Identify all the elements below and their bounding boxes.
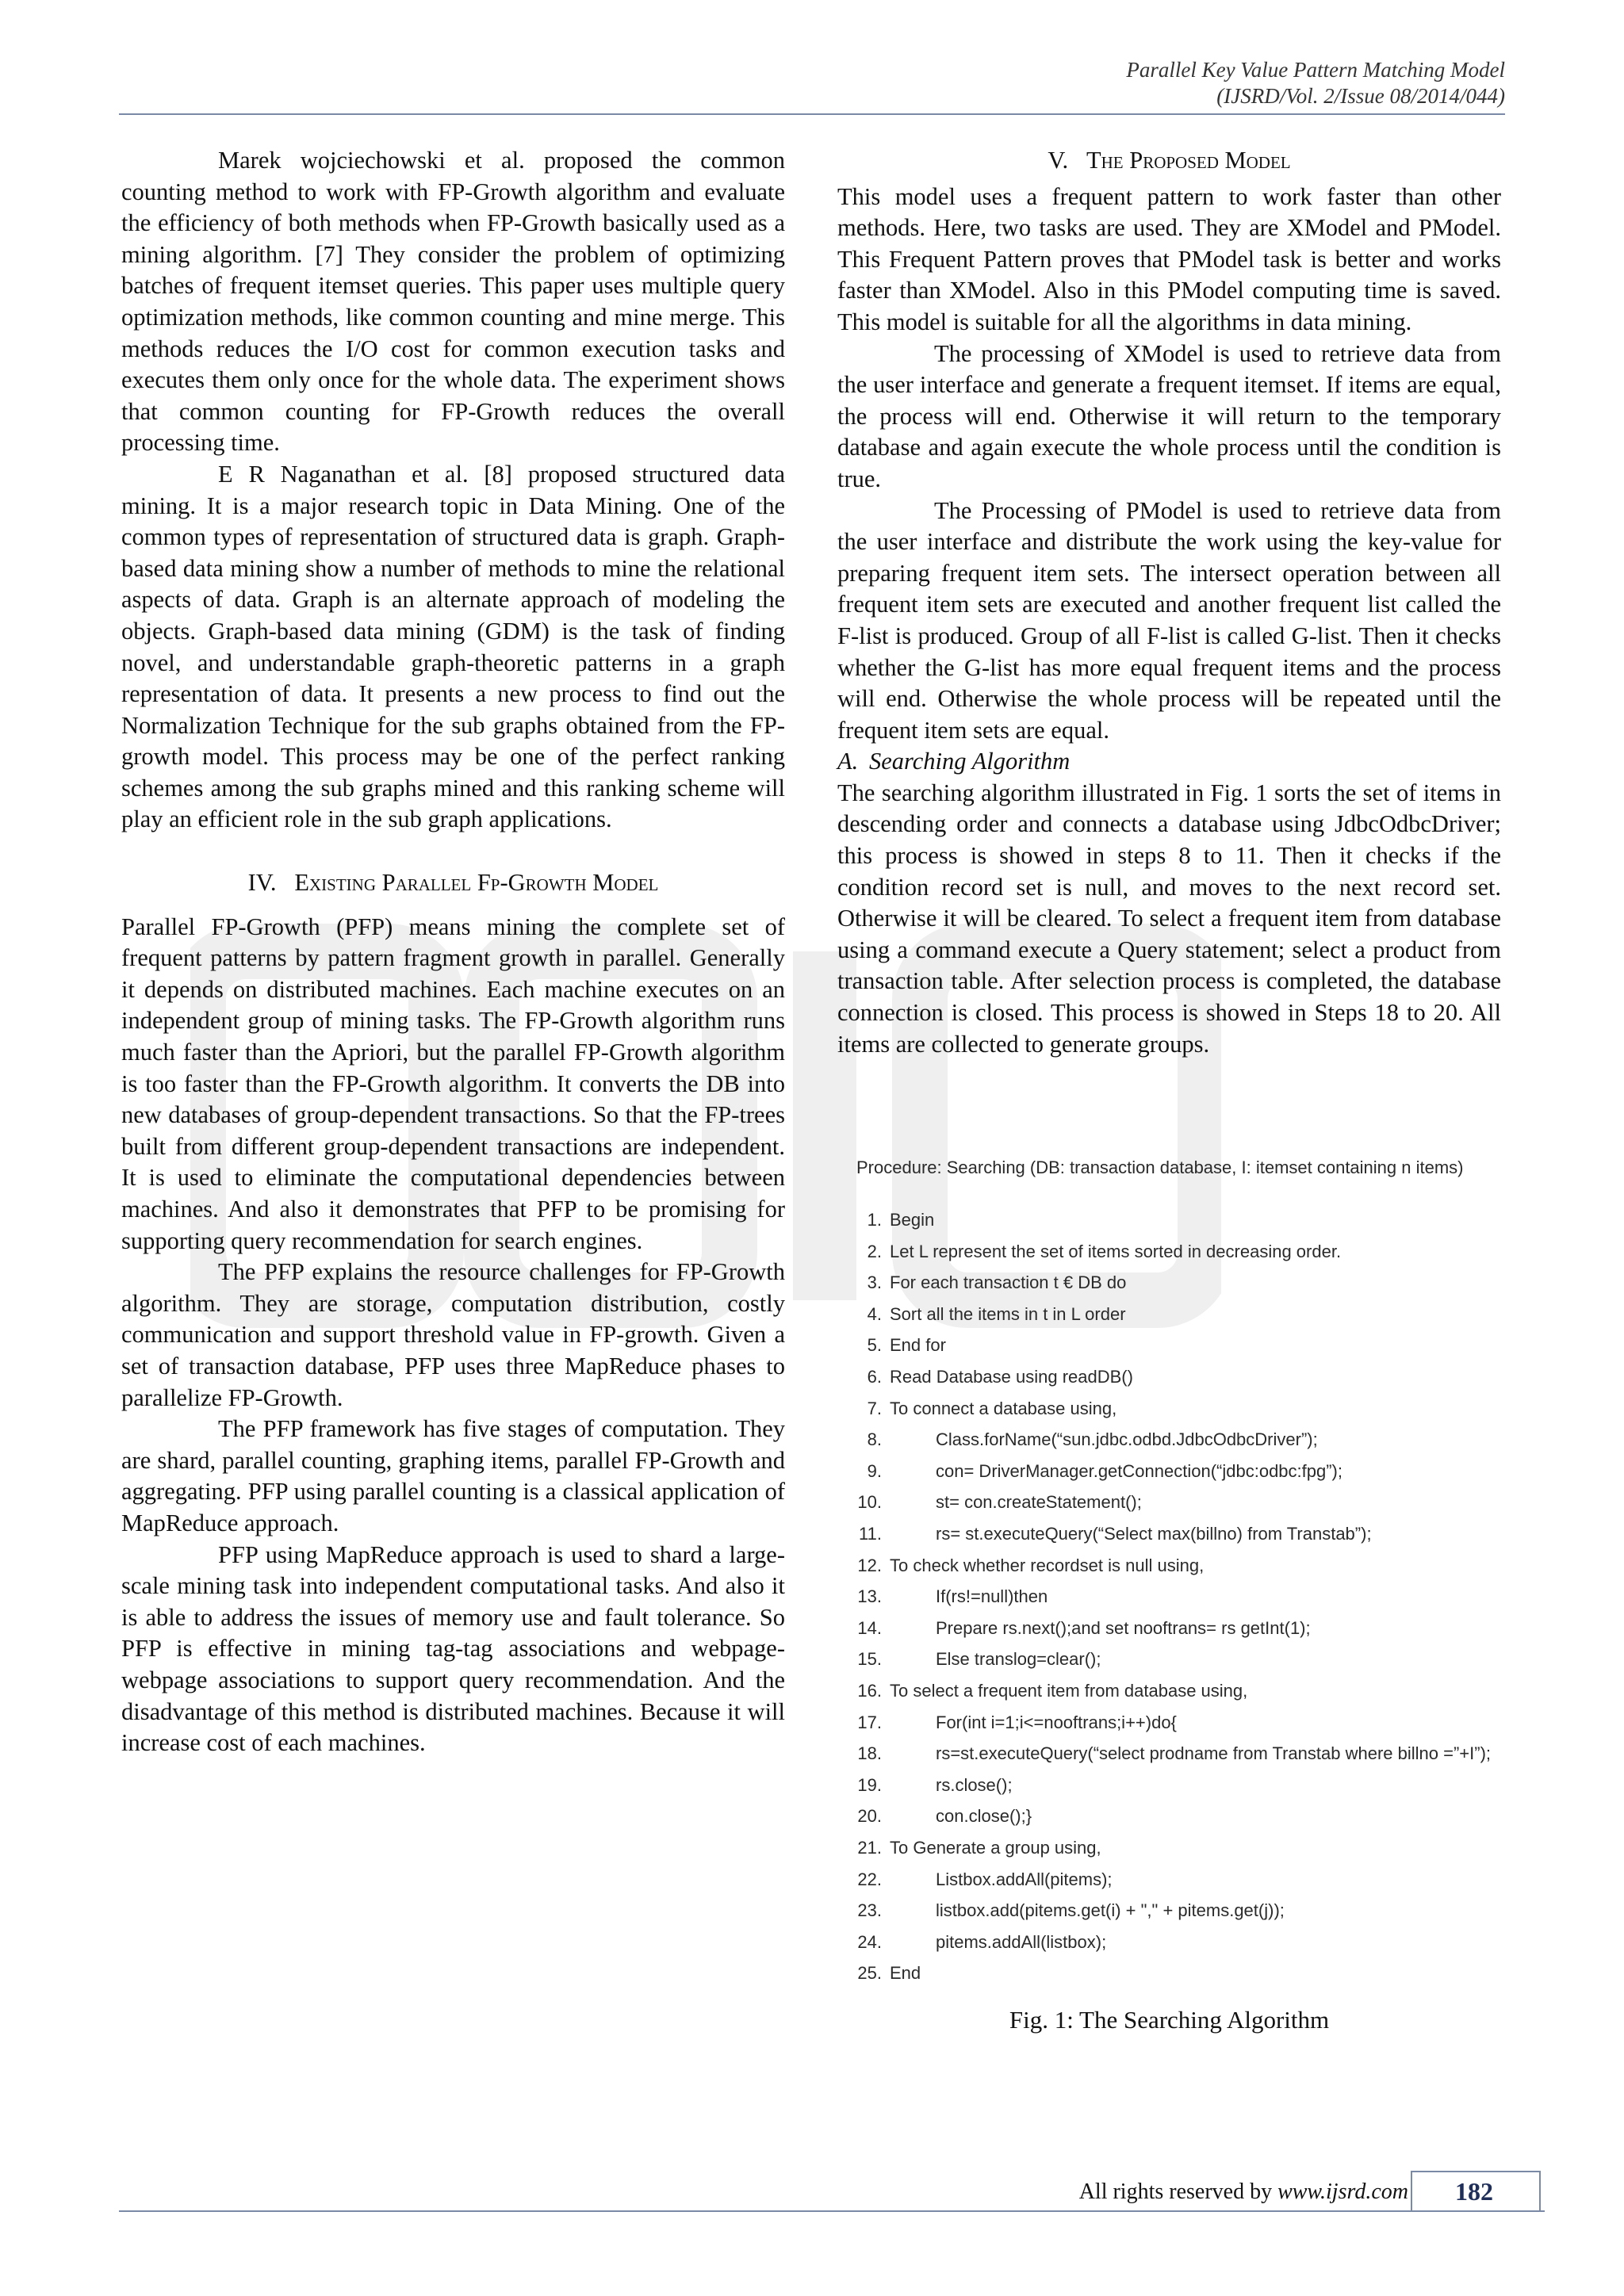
figure-procedure-title: Procedure: Searching (DB: transaction database, I: itemset containing n items) (856, 1158, 1464, 1177)
figure-line-text: To Generate a group using, (890, 1838, 1101, 1858)
figure-line (853, 1868, 1113, 1892)
figure-line-number: 11. (859, 1524, 882, 1544)
figure-line (853, 1271, 1126, 1295)
figure-line-text: Begin (890, 1210, 935, 1230)
figure-line-text: pitems.addAll(listbox); (936, 1931, 1107, 1952)
figure-line-number: 5. (867, 1335, 882, 1356)
section-heading-v (837, 145, 1501, 177)
figure-line-number: 9. (867, 1460, 882, 1481)
figure-line (853, 1365, 1133, 1389)
figure-line (853, 1334, 946, 1357)
figure-line-text: To connect a database using, (890, 1398, 1117, 1418)
figure-line (853, 1899, 1285, 1923)
paragraph: PFP using MapReduce approach is used to shard a large-scale mining task into independent computational tasks. And also it is able to address the issues of memory use and fault tolerance. So PFP is effective in mining tag-tag associations and webpage-webpage associations to support query recommendation. And the disadvantage of this method is distributed machines. Because it will increase cost of each machines. (121, 1540, 785, 1757)
figure-line-text: rs= st.executeQuery(“Select max(billno) from Transtab”); (936, 1524, 1372, 1544)
figure-line (853, 1804, 1032, 1828)
figure-line-number: 20. (857, 1806, 882, 1827)
figure-line-number: 25. (857, 1963, 882, 1984)
figure-line (853, 1490, 1142, 1514)
figure-line-text: con.close();} (936, 1806, 1032, 1827)
header-title: Parallel Key Value Pattern Matching Model (1126, 58, 1505, 82)
section-title: The Proposed Model (1086, 147, 1291, 174)
figure-line-number: 21. (857, 1838, 882, 1858)
figure-line (853, 1554, 1204, 1578)
figure-line (853, 1617, 1311, 1640)
section-heading-iv (121, 867, 785, 899)
section-title: Existing Parallel Fp-Growth Model (294, 869, 659, 897)
paragraph: The searching algorithm illustrated in Fig. 1 sorts the set of items in descending order and connects a database using JdbcOdbcDriver; this process is showed in steps 8 to 11. Then it checks if the condition record set is null, and moves to the next record set. Otherwise it will be cleared. To select a frequent item from database using a command execute a Query statement; select a product from transaction table. After selection process is completed, the database connection is closed. This process is showed in Steps 18 to 20. All items are collected to generate groups. (837, 779, 1501, 1058)
figure-line (853, 1208, 934, 1232)
figure-line-number: 17. (857, 1712, 882, 1732)
figure-line-number: 15. (857, 1649, 882, 1670)
figure-line-text: End for (890, 1335, 946, 1356)
paragraph: This model uses a frequent pattern to work faster than other methods. Here, two tasks are used. They are XModel and PModel. This Frequent Pattern proves that PModel task is better and works faster than XModel. Also in this PModel computing time is saved. This model is suitable for all the algorithms in data mining. (837, 182, 1501, 335)
figure-line-text: For(int i=1;i<=nooftrans;i++)do{ (936, 1712, 1177, 1732)
figure-line-number: 22. (857, 1869, 882, 1889)
subsection-title: Searching Algorithm (869, 748, 1071, 775)
figure-line-number: 13. (857, 1586, 882, 1607)
figure-line-number: 19. (857, 1774, 882, 1795)
figure-line-text: Sort all the items in t in L order (890, 1303, 1126, 1324)
algorithm-figure (853, 1156, 1492, 1984)
paragraph: The PFP framework has five stages of computation. They are shard, parallel counting, graphing items, parallel FP-Growth and aggregating. PFP using parallel counting is a classical application of MapReduce approach. (121, 1415, 785, 1536)
figure-line-text: rs.close(); (936, 1774, 1013, 1795)
figure-line (853, 1961, 921, 1985)
figure-line-number: 16. (857, 1681, 882, 1701)
footer-text: All rights reserved by (1078, 2179, 1273, 2204)
paragraph: The PFP explains the resource challenges for FP-Growth algorithm. They are storage, computation distribution, costly communication and support threshold value in FP-growth. Given a set of transaction database, PFP uses three MapReduce phases to parallelize FP-Growth. (121, 1258, 785, 1411)
figure-line-number: 18. (857, 1743, 882, 1764)
page-number: 182 (1455, 2177, 1493, 2206)
figure-line-text: For each transaction t € DB do (890, 1272, 1127, 1293)
figure-line-text: con= DriverManager.getConnection(“jdbc:odbc:fpg”); (936, 1460, 1342, 1481)
header-volume: (IJSRD/Vol. 2/Issue 08/2014/044) (1216, 84, 1505, 108)
figure-line-text: Listbox.addAll(pitems); (936, 1869, 1113, 1889)
figure-line-text: listbox.add(pitems.get(i) + "," + pitems.get(j)); (936, 1900, 1285, 1921)
figure-line (853, 1397, 1116, 1421)
figure-line-text: rs=st.executeQuery(“select prodname from Transtab where billno =”+I”); (936, 1743, 1492, 1764)
figure-line-number: 10. (857, 1492, 882, 1513)
paragraph: E R Naganathan et al. [8] proposed structured data mining. It is a major research topic in Data Mining. One of the common types of representation of structured data is graph. Graph-based data mining show a number of methods to mine the relational aspects of data. Graph is an alternate approach of modeling the objects. Graph-based data mining (GDM) is the task of finding novel, and understandable graph-theoretic patterns in a graph representation of data. It presents a new process to find out the Normalization Technique for the sub graphs obtained from the FP-growth model. This process may be one of the perfect ranking schemes among the sub graphs mined and this ranking scheme will play an efficient role in the sub graph applications. (121, 460, 785, 833)
figure-caption: Fig. 1: The Searching Algorithm (1009, 2006, 1330, 2034)
figure-line-number: 12. (857, 1555, 882, 1575)
footer-rights (793, 2177, 1408, 2207)
figure-line-number: 24. (857, 1931, 882, 1952)
figure-line-number: 1. (867, 1210, 882, 1230)
right-column (837, 145, 1501, 1060)
figure-line-text: If(rs!=null)then (936, 1586, 1048, 1607)
figure-line (853, 1240, 1341, 1264)
section-number: V. (1048, 147, 1069, 174)
figure-line (853, 1742, 1491, 1766)
paragraph: Marek wojciechowski et al. proposed the common counting method to work with FP-Growth algorithm and evaluate the efficiency of both methods when FP-Growth basically used as a mining algorithm. [7] They consider the problem of optimizing batches of frequent itemset queries. This paper uses multiple query optimization methods, like common counting and mine merge. This methods reduces the I/O cost for common execution tasks and executes them only once for the whole data. The experiment shows that common counting for FP-Growth reduces the overall processing time. (121, 147, 785, 457)
figure-line-text: Class.forName(“sun.jdbc.odbd.JdbcOdbcDriver”); (936, 1429, 1318, 1450)
figure-line (853, 1522, 1372, 1546)
paragraph: The Processing of PModel is used to retrieve data from the user interface and distribute the work using the key-value for preparing frequent item sets. The intersect operation between all frequent item sets are executed and another frequent list called the F-list is produced. Group of all F-list is called G-list. Then it checks whether the G-list has more equal frequent items and the process will end. Otherwise the whole process will be repeated until the frequent item sets are equal. (837, 496, 1501, 744)
figure-line-text: Read Database using readDB() (890, 1367, 1133, 1387)
footer-rule (119, 2210, 1545, 2212)
left-column (121, 145, 785, 1759)
figure-line-number: 8. (867, 1429, 882, 1450)
figure-line (853, 1303, 1126, 1326)
paragraph: The processing of XModel is used to retrieve data from the user interface and generate a frequent itemset. If items are equal, the process will end. Otherwise it will return to the temporary database and again execute the whole process until the condition is true. (837, 339, 1501, 492)
figure-line-number: 6. (867, 1367, 882, 1387)
header-rule (119, 113, 1505, 115)
figure-line (853, 1647, 1101, 1671)
figure-line-text: To check whether recordset is null using, (890, 1555, 1205, 1575)
figure-line-number: 2. (867, 1241, 882, 1261)
figure-line (853, 1428, 1318, 1452)
figure-line-number: 3. (867, 1272, 882, 1293)
footer-site-link[interactable]: www.ijsrd.com (1277, 2179, 1408, 2204)
running-header (1126, 57, 1505, 109)
figure-line-text: Else translog=clear(); (936, 1649, 1101, 1670)
figure-line (853, 1585, 1048, 1609)
figure-line-number: 4. (867, 1303, 882, 1324)
figure-line (853, 1460, 1342, 1483)
figure-line-text: End (890, 1963, 921, 1984)
subsection-letter: A. (837, 748, 859, 775)
figure-line (853, 1836, 1101, 1860)
figure-line-text: Let L represent the set of items sorted in decreasing order. (890, 1241, 1342, 1261)
paragraph: Parallel FP-Growth (PFP) means mining the complete set of frequent patterns by pattern fragment growth in parallel. Generally it depends on distributed machines. Each machine executes on an independent group of mining tasks. The FP-Growth algorithm runs much faster than the Apriori, but the parallel FP-Growth algorithm is too faster than the FP-Growth algorithm. It converts the DB into new databases of group-dependent transactions. So that the FP-trees built from different group-dependent transactions are independent. It is used to eliminate the computational dependencies between machines. And also it demonstrates that PFP to be promising for supporting query recommendation for search engines. (121, 913, 785, 1254)
figure-line-text: To select a frequent item from database using, (890, 1681, 1248, 1701)
figure-line (853, 1931, 1106, 1954)
figure-line-text: Prepare rs.next();and set nooftrans= rs getInt(1); (936, 1617, 1311, 1638)
figure-line (853, 1711, 1177, 1735)
figure-line-number: 7. (867, 1398, 882, 1418)
figure-line (853, 1679, 1247, 1703)
figure-line-number: 14. (857, 1617, 882, 1638)
figure-line (853, 1774, 1013, 1797)
section-number: IV. (247, 869, 277, 897)
figure-line-text: st= con.createStatement(); (936, 1492, 1142, 1513)
subsection-heading (837, 746, 1501, 778)
figure-line-number: 23. (857, 1900, 882, 1921)
